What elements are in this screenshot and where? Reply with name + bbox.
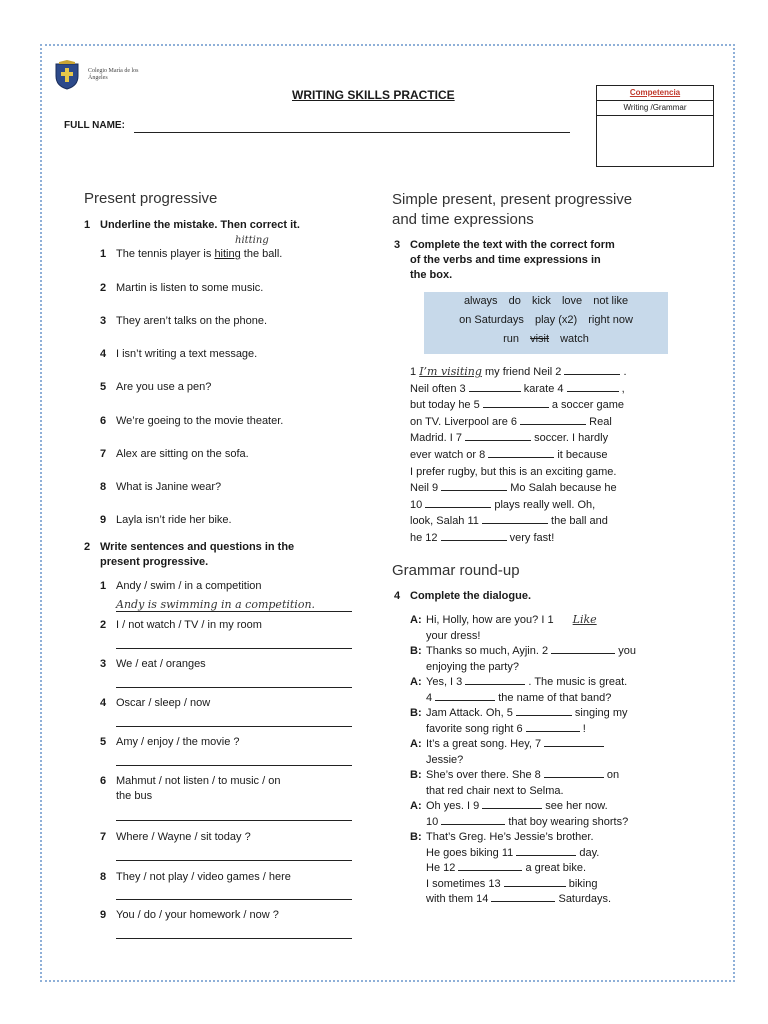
word-chip: do [508,295,521,307]
answer-line[interactable] [116,820,352,821]
exercise-2-item: 1 Andy / swim / in a competition [100,580,262,592]
exercise-1-item: 4 I isn’t writing a text message. [100,348,258,360]
word-chip: kick [531,295,551,307]
answer-line[interactable] [116,726,352,727]
school-name: Colegio María de los Ángeles [88,68,139,81]
exercise-1-instruction: 1 Underline the mistake. Then correct it. [84,219,300,231]
blank[interactable] [469,382,521,392]
blank[interactable] [482,514,548,524]
exercise-1-item: 6 We’re goeing to the movie theater. [100,415,284,427]
page-title: WRITING SKILLS PRACTICE [292,88,455,102]
blank[interactable] [544,768,604,778]
exercise-2-item: 9 You / do / your homework / now ? [100,909,279,921]
competencia-box [596,85,714,167]
answer-line[interactable] [116,765,352,766]
blank[interactable] [441,481,507,491]
word-chip: always [463,295,498,307]
word-chip: watch [560,333,589,345]
competencia-label: Competencia [597,86,713,101]
exercise-1-item: 5 Are you use a pen? [100,381,212,393]
exercise-4-dialogue: A: Hi, Holly, how are you? I 1 Like your dress! B: Thanks so much, Ayjin. 2 you enjoying the party? A: Yes, I 3 . The music is great. 4 the name of that band? B: Jam Attack. Oh, 5 singing my favorite song right 6 ! A: It’s a great song. Hey, 7 Jessie? B: She’s over there. She 8 on that red chair next to Selma. A: Oh yes. I 9 see her now. 10 that boy wearing shorts? B: That’s Greg. He’s Jessie’s brother. He goes biking 11 day. He 12 a great bike. I sometimes 13 biking with them 14 Saturdays. [410,613,636,905]
word-chip: not like [593,295,629,307]
blank[interactable] [544,737,604,747]
competencia-value: Writing /Grammar [597,101,713,116]
word-chip: on Saturdays [459,314,524,326]
word-chip: play (x2) [535,314,578,326]
exercise-2-item: 2 I / not watch / TV / in my room [100,619,262,631]
word-chip: love [561,295,583,307]
exercise-1-item: 8 What is Janine wear? [100,481,222,493]
full-name-label: FULL NAME: [64,120,125,131]
answer-line[interactable] [116,611,352,612]
blank[interactable] [483,398,549,408]
exercise-1-item: 7 Alex are sitting on the sofa. [100,448,249,460]
blank[interactable] [441,531,507,541]
answer-line[interactable] [116,687,352,688]
exercise-2-item: 4 Oscar / sleep / now [100,697,211,709]
blank[interactable] [504,877,566,887]
blank[interactable] [488,448,554,458]
answer-line[interactable] [116,648,352,649]
blank[interactable] [482,799,542,809]
exercise-1-item: 1 The tennis player is hiting the ball. [100,248,283,260]
full-name-line[interactable] [134,132,570,133]
handwritten-correction: hitting [235,235,269,246]
section-heading-present-progressive: Present progressive [84,190,218,207]
word-chip: run [503,333,520,345]
answer-line[interactable] [116,938,352,939]
blank[interactable] [564,365,620,375]
blank[interactable] [435,691,495,701]
example-answer: Andy is swimming in a competition. [116,598,316,611]
exercise-2-item: 6 Mahmut / not listen / to music / on the bus [100,775,281,802]
blank[interactable] [516,846,576,856]
section-heading-simple-present: Simple present, present progressive and time expressions [392,191,633,228]
word-box [424,292,668,354]
blank[interactable] [491,892,555,902]
blank[interactable] [425,498,491,508]
word-chip: right now [588,314,633,326]
exercise-1-item: 2 Martin is listen to some music. [100,282,264,294]
exercise-1-item: 3 They aren’t talks on the phone. [100,315,268,327]
section-heading-grammar-round-up: Grammar round-up [392,562,520,579]
answer-line[interactable] [116,899,352,900]
exercise-3-instruction: 3 Complete the text with the correct form of the verbs and time expressions in the box. [394,239,615,281]
blank[interactable] [516,706,572,716]
exercise-2-instruction: 2 Write sentences and questions in the present progressive. [84,541,295,568]
answer-line[interactable] [116,860,352,861]
blank[interactable] [551,644,615,654]
school-crest-icon [54,60,80,90]
blank[interactable] [441,815,505,825]
exercise-2-item: 7 Where / Wayne / sit today ? [100,831,251,843]
blank[interactable] [526,722,580,732]
blank[interactable] [520,415,586,425]
exercise-3-text: 1 I’m visiting my friend Neil 2 . Neil often 3 karate 4 , but today he 5 a soccer game on TV. Liverpool are 6 Real Madrid. I 7 soccer. I hardly ever watch or 8 it because I prefer rugby, but this is an exciting game. Neil 9 Mo Salah because he 10 plays really well. Oh, look, Salah 11 the ball and he 12 very fast! [410,365,627,544]
exercise-4-instruction: 4 Complete the dialogue. [394,590,532,602]
blank[interactable] [458,861,522,871]
word-chip-used: visit [530,333,550,345]
exercise-2-item: 8 They / not play / video games / here [100,871,291,883]
exercise-2-item: 5 Amy / enjoy / the movie ? [100,736,240,748]
blank[interactable] [465,675,525,685]
blank[interactable] [465,431,531,441]
blank[interactable] [567,382,619,392]
exercise-1-item: 9 Layla isn’t ride her bike. [100,514,232,526]
exercise-2-item: 3 We / eat / oranges [100,658,206,670]
